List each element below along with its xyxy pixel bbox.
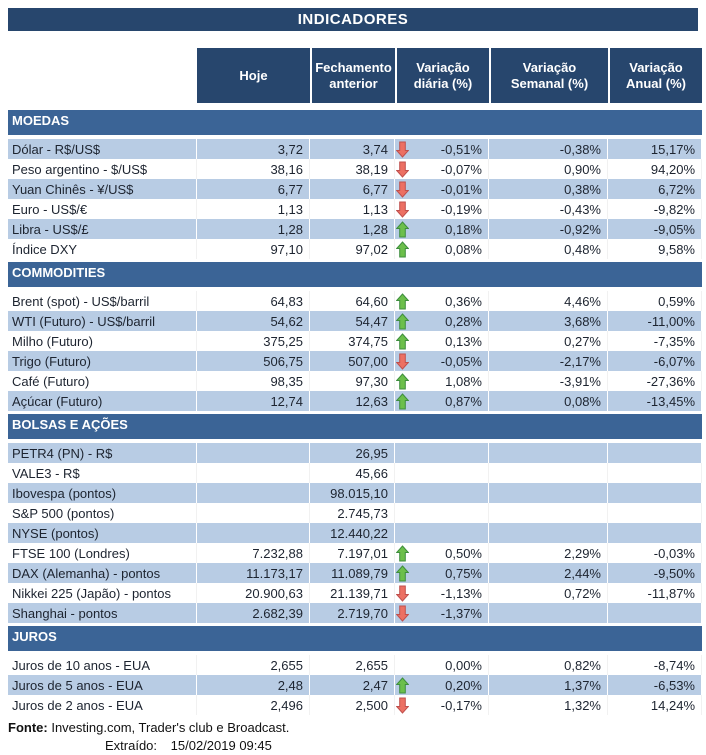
value-hoje: 2,655	[197, 655, 310, 675]
value-hoje: 506,75	[197, 351, 310, 371]
indicator-label: Libra - US$/£	[8, 219, 197, 239]
column-header-variacao-semanal: Variação Semanal (%)	[489, 48, 608, 103]
indicator-label: Brent (spot) - US$/barril	[8, 291, 197, 311]
value-hoje: 1,28	[197, 219, 310, 239]
value-fechamento-anterior: 54,47	[310, 311, 395, 331]
value-variacao-semanal	[489, 503, 608, 523]
daily-change-value: 0,28%	[445, 313, 482, 329]
value-variacao-anual	[608, 503, 702, 523]
source-label: Fonte:	[8, 720, 48, 735]
value-fechamento-anterior: 507,00	[310, 351, 395, 371]
value-fechamento-anterior: 2.719,70	[310, 603, 395, 623]
page-title: INDICADORES	[297, 11, 409, 28]
column-header-variacao-anual: Variação Anual (%)	[608, 48, 702, 103]
daily-change-value: -0,19%	[440, 201, 482, 217]
daily-change-value: 0,00%	[445, 657, 482, 673]
value-variacao-semanal: -3,91%	[489, 371, 608, 391]
up-arrow-icon	[396, 392, 410, 410]
value-fechamento-anterior: 64,60	[310, 291, 395, 311]
value-variacao-anual: 94,20%	[608, 159, 702, 179]
value-hoje: 20.900,63	[197, 583, 310, 603]
table-row	[8, 311, 702, 331]
value-fechamento-anterior: 2,500	[310, 695, 395, 715]
indicator-label: FTSE 100 (Londres)	[8, 543, 197, 563]
table-row	[8, 291, 702, 311]
value-variacao-diaria	[395, 675, 489, 695]
table-row	[8, 179, 702, 199]
daily-change-value: 0,36%	[445, 293, 482, 309]
value-fechamento-anterior: 6,77	[310, 179, 395, 199]
value-hoje: 97,10	[197, 239, 310, 259]
daily-change-value: -0,07%	[440, 161, 482, 177]
indicator-label: Juros de 5 anos - EUA	[8, 675, 197, 695]
value-variacao-anual	[608, 463, 702, 483]
column-header-variacao-diaria: Variação diária (%)	[395, 48, 489, 103]
value-hoje: 7.232,88	[197, 543, 310, 563]
daily-change-value: -0,05%	[440, 353, 482, 369]
report-title-bar	[8, 8, 698, 31]
value-fechamento-anterior: 1,28	[310, 219, 395, 239]
up-arrow-icon	[396, 332, 410, 350]
value-fechamento-anterior: 26,95	[310, 443, 395, 463]
value-variacao-anual	[608, 523, 702, 543]
value-variacao-semanal: 0,90%	[489, 159, 608, 179]
up-arrow-icon	[396, 312, 410, 330]
value-variacao-anual: -9,82%	[608, 199, 702, 219]
table-row	[8, 603, 702, 623]
up-arrow-icon	[396, 240, 410, 258]
value-hoje: 3,72	[197, 139, 310, 159]
down-arrow-icon	[396, 604, 410, 622]
indicator-label: DAX (Alemanha) - pontos	[8, 563, 197, 583]
down-arrow-icon	[396, 180, 410, 198]
indicator-label: Juros de 10 anos - EUA	[8, 655, 197, 675]
value-hoje	[197, 483, 310, 503]
value-hoje: 38,16	[197, 159, 310, 179]
value-hoje	[197, 503, 310, 523]
value-variacao-semanal: -2,17%	[489, 351, 608, 371]
source-line	[8, 719, 702, 737]
value-fechamento-anterior: 1,13	[310, 199, 395, 219]
indicator-label: Trigo (Futuro)	[8, 351, 197, 371]
value-variacao-semanal	[489, 483, 608, 503]
value-variacao-diaria	[395, 159, 489, 179]
value-hoje: 64,83	[197, 291, 310, 311]
table-row	[8, 503, 702, 523]
table-row	[8, 371, 702, 391]
value-variacao-semanal: 0,48%	[489, 239, 608, 259]
value-hoje: 11.173,17	[197, 563, 310, 583]
value-variacao-diaria	[395, 311, 489, 331]
table-row	[8, 239, 702, 259]
value-variacao-semanal: -0,92%	[489, 219, 608, 239]
daily-change-value: 0,50%	[445, 545, 482, 561]
table-row	[8, 523, 702, 543]
table-sections	[8, 110, 702, 715]
table-row	[8, 655, 702, 675]
daily-change-value: -1,37%	[440, 605, 482, 621]
value-hoje	[197, 443, 310, 463]
indicator-label: WTI (Futuro) - US$/barril	[8, 311, 197, 331]
value-variacao-semanal: 0,82%	[489, 655, 608, 675]
value-variacao-semanal	[489, 523, 608, 543]
down-arrow-icon	[396, 200, 410, 218]
indicator-label: Índice DXY	[8, 239, 197, 259]
table-row	[8, 391, 702, 411]
up-arrow-icon	[396, 544, 410, 562]
value-fechamento-anterior: 98.015,10	[310, 483, 395, 503]
value-variacao-anual: -0,03%	[608, 543, 702, 563]
value-variacao-diaria	[395, 239, 489, 259]
value-variacao-anual: 0,59%	[608, 291, 702, 311]
value-variacao-diaria	[395, 503, 489, 523]
indicator-label: VALE3 - R$	[8, 463, 197, 483]
value-variacao-semanal: -0,38%	[489, 139, 608, 159]
table-row	[8, 543, 702, 563]
value-variacao-semanal: -0,43%	[489, 199, 608, 219]
indicator-label: Café (Futuro)	[8, 371, 197, 391]
section-band: JUROS	[8, 626, 702, 651]
daily-change-value: 0,87%	[445, 393, 482, 409]
value-hoje: 1,13	[197, 199, 310, 219]
section-commodities	[8, 262, 702, 411]
value-variacao-anual: -11,87%	[608, 583, 702, 603]
down-arrow-icon	[396, 160, 410, 178]
indicator-label: NYSE (pontos)	[8, 523, 197, 543]
indicator-label: Peso argentino - $/US$	[8, 159, 197, 179]
section-bolsas-e-a-es	[8, 414, 702, 623]
table-row	[8, 331, 702, 351]
table-row	[8, 139, 702, 159]
value-variacao-semanal: 2,44%	[489, 563, 608, 583]
down-arrow-icon	[396, 584, 410, 602]
value-hoje	[197, 523, 310, 543]
table-row	[8, 483, 702, 503]
section-band: MOEDAS	[8, 110, 702, 135]
value-variacao-anual: -27,36%	[608, 371, 702, 391]
value-fechamento-anterior: 2,655	[310, 655, 395, 675]
indicator-label: Ibovespa (pontos)	[8, 483, 197, 503]
value-hoje: 12,74	[197, 391, 310, 411]
indicator-label: Shanghai - pontos	[8, 603, 197, 623]
indicator-label: Juros de 2 anos - EUA	[8, 695, 197, 715]
daily-change-value: 1,08%	[445, 373, 482, 389]
value-fechamento-anterior: 7.197,01	[310, 543, 395, 563]
daily-change-value: 0,08%	[445, 241, 482, 257]
up-arrow-icon	[396, 372, 410, 390]
value-fechamento-anterior: 45,66	[310, 463, 395, 483]
table-row	[8, 443, 702, 463]
value-variacao-diaria	[395, 219, 489, 239]
value-variacao-semanal: 0,08%	[489, 391, 608, 411]
value-variacao-anual: -11,00%	[608, 311, 702, 331]
table-row	[8, 583, 702, 603]
value-variacao-diaria	[395, 139, 489, 159]
value-variacao-anual: -8,74%	[608, 655, 702, 675]
table-header-row	[8, 48, 702, 103]
value-variacao-semanal: 0,72%	[489, 583, 608, 603]
value-fechamento-anterior: 12.440,22	[310, 523, 395, 543]
value-variacao-diaria	[395, 603, 489, 623]
up-arrow-icon	[396, 220, 410, 238]
value-variacao-semanal	[489, 443, 608, 463]
indicator-label: Nikkei 225 (Japão) - pontos	[8, 583, 197, 603]
value-hoje: 98,35	[197, 371, 310, 391]
indicator-label: Euro - US$/€	[8, 199, 197, 219]
indicator-label: Yuan Chinês - ¥/US$	[8, 179, 197, 199]
extracted-line	[105, 737, 702, 755]
indicator-label: PETR4 (PN) - R$	[8, 443, 197, 463]
value-variacao-semanal	[489, 603, 608, 623]
value-variacao-semanal: 0,38%	[489, 179, 608, 199]
section-juros	[8, 626, 702, 715]
value-variacao-anual: -9,50%	[608, 563, 702, 583]
value-variacao-semanal: 1,37%	[489, 675, 608, 695]
indicator-label: Milho (Futuro)	[8, 331, 197, 351]
value-fechamento-anterior: 374,75	[310, 331, 395, 351]
value-variacao-anual: 14,24%	[608, 695, 702, 715]
value-variacao-semanal	[489, 463, 608, 483]
section-moedas	[8, 110, 702, 259]
value-variacao-anual: 15,17%	[608, 139, 702, 159]
value-variacao-diaria	[395, 351, 489, 371]
up-arrow-icon	[396, 564, 410, 582]
value-variacao-diaria	[395, 179, 489, 199]
value-variacao-anual: -13,45%	[608, 391, 702, 411]
indicator-label: Açúcar (Futuro)	[8, 391, 197, 411]
extracted-timestamp: 15/02/2019 09:45	[170, 738, 272, 753]
value-variacao-semanal: 0,27%	[489, 331, 608, 351]
value-fechamento-anterior: 21.139,71	[310, 583, 395, 603]
daily-change-value: -0,01%	[440, 181, 482, 197]
value-variacao-diaria	[395, 655, 489, 675]
value-hoje: 2.682,39	[197, 603, 310, 623]
daily-change-value: 0,18%	[445, 221, 482, 237]
value-fechamento-anterior: 3,74	[310, 139, 395, 159]
daily-change-value: 0,75%	[445, 565, 482, 581]
daily-change-value: -0,17%	[440, 697, 482, 713]
section-band: COMMODITIES	[8, 262, 702, 287]
up-arrow-icon	[396, 676, 410, 694]
indicator-label: Dólar - R$/US$	[8, 139, 197, 159]
value-variacao-diaria	[395, 291, 489, 311]
value-variacao-diaria	[395, 391, 489, 411]
up-arrow-icon	[396, 292, 410, 310]
value-hoje: 375,25	[197, 331, 310, 351]
extracted-label: Extraído:	[105, 738, 158, 753]
daily-change-value: 0,13%	[445, 333, 482, 349]
table-row	[8, 695, 702, 715]
column-header-hoje: Hoje	[197, 48, 310, 103]
daily-change-value: -0,51%	[440, 141, 482, 157]
value-variacao-anual: 6,72%	[608, 179, 702, 199]
indicator-label: S&P 500 (pontos)	[8, 503, 197, 523]
value-hoje: 54,62	[197, 311, 310, 331]
value-variacao-semanal: 4,46%	[489, 291, 608, 311]
value-hoje: 6,77	[197, 179, 310, 199]
value-variacao-anual: -6,53%	[608, 675, 702, 695]
value-variacao-anual	[608, 483, 702, 503]
table-row	[8, 675, 702, 695]
value-variacao-diaria	[395, 563, 489, 583]
header-spacer	[8, 48, 197, 103]
value-variacao-anual: -9,05%	[608, 219, 702, 239]
value-variacao-diaria	[395, 199, 489, 219]
value-variacao-diaria	[395, 443, 489, 463]
value-fechamento-anterior: 11.089,79	[310, 563, 395, 583]
value-fechamento-anterior: 2,47	[310, 675, 395, 695]
table-row	[8, 351, 702, 371]
value-variacao-semanal: 2,29%	[489, 543, 608, 563]
table-footer	[8, 719, 702, 755]
column-header-fechamento: Fechamento anterior	[310, 48, 395, 103]
source-text: Investing.com, Trader's club e Broadcast.	[51, 720, 290, 735]
value-variacao-anual: 9,58%	[608, 239, 702, 259]
value-variacao-anual: -7,35%	[608, 331, 702, 351]
daily-change-value: -1,13%	[440, 585, 482, 601]
daily-change-value: 0,20%	[445, 677, 482, 693]
value-variacao-diaria	[395, 543, 489, 563]
value-fechamento-anterior: 12,63	[310, 391, 395, 411]
section-band: BOLSAS E AÇÕES	[8, 414, 702, 439]
value-hoje	[197, 463, 310, 483]
table-row	[8, 159, 702, 179]
value-variacao-anual	[608, 443, 702, 463]
value-variacao-diaria	[395, 331, 489, 351]
table-row	[8, 463, 702, 483]
value-variacao-anual: -6,07%	[608, 351, 702, 371]
table-row	[8, 219, 702, 239]
down-arrow-icon	[396, 140, 410, 158]
value-variacao-diaria	[395, 483, 489, 503]
value-fechamento-anterior: 2.745,73	[310, 503, 395, 523]
value-variacao-diaria	[395, 523, 489, 543]
value-fechamento-anterior: 97,02	[310, 239, 395, 259]
table-row	[8, 563, 702, 583]
value-hoje: 2,48	[197, 675, 310, 695]
value-hoje: 2,496	[197, 695, 310, 715]
down-arrow-icon	[396, 696, 410, 714]
value-variacao-semanal: 1,32%	[489, 695, 608, 715]
value-variacao-semanal: 3,68%	[489, 311, 608, 331]
value-variacao-diaria	[395, 463, 489, 483]
value-fechamento-anterior: 97,30	[310, 371, 395, 391]
value-variacao-diaria	[395, 695, 489, 715]
value-fechamento-anterior: 38,19	[310, 159, 395, 179]
value-variacao-diaria	[395, 371, 489, 391]
table-row	[8, 199, 702, 219]
value-variacao-anual	[608, 603, 702, 623]
value-variacao-diaria	[395, 583, 489, 603]
down-arrow-icon	[396, 352, 410, 370]
